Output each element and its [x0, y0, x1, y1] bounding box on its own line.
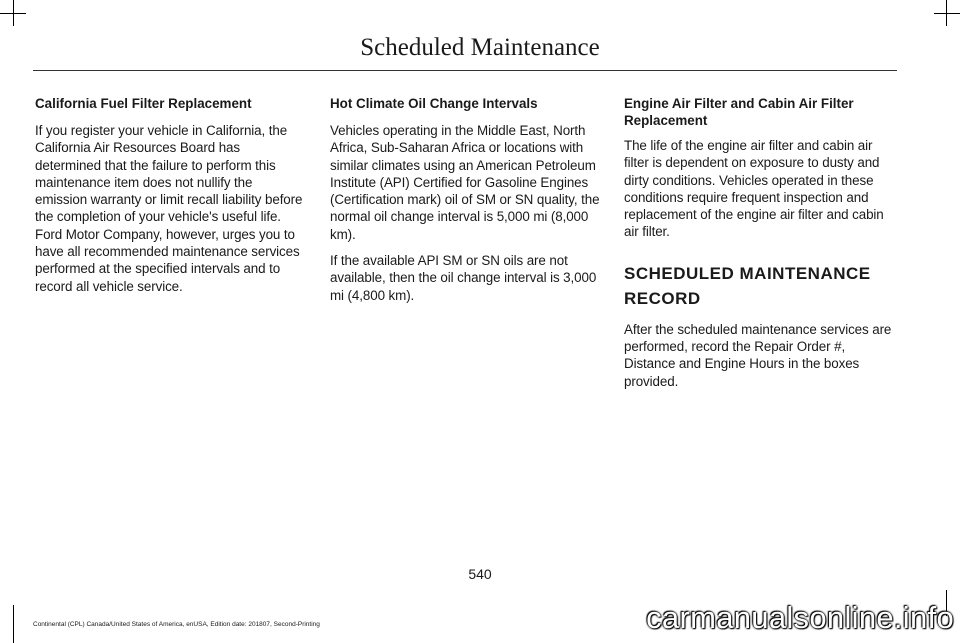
column-air-filter	[624, 95, 896, 399]
body-paragraph: Vehicles operating in the Middle East, North Africa, Sub-Saharan Africa or locations with similar climates using an American Petroleum Institute (API) Certified for Gasoline Engines (Certification mark) oil of SM or SN quality, the normal oil change interval is 5,000 mi (8,000 km).	[330, 123, 600, 242]
body-paragraph: If you register your vehicle in California, the California Air Resources Board has determined that the failure to perform this maintenance item does not nullify the emission warranty or limit recall liability before the completion of your vehicle's useful life. Ford Motor Company, however, urges you to have all recommended maintenance services performed at the specified intervals and to record all vehicle service.	[35, 123, 303, 294]
column-hot-climate-oil	[330, 95, 602, 313]
section-heading: Hot Climate Oil Change Intervals	[330, 96, 538, 111]
crop-mark-top-left-horizontal	[0, 13, 26, 14]
major-section-title: SCHEDULED MAINTENANCE	[624, 263, 871, 283]
major-section-title: RECORD	[624, 288, 701, 308]
column-california-fuel-filter	[35, 95, 307, 304]
crop-mark-bottom-left-vertical	[13, 605, 14, 643]
watermark: carmanualsonline.info	[646, 600, 954, 635]
page-title: Scheduled Maintenance	[360, 34, 600, 61]
edition-footer: Continental (CPL) Canada/United States of America, enUSA, Edition date: 201807, Second-Printing	[33, 621, 320, 628]
header-divider	[33, 70, 897, 71]
body-paragraph: After the scheduled maintenance services are performed, record the Repair Order #, Distance and Engine Hours in the boxes provided.	[624, 321, 892, 389]
section-heading: Engine Air Filter and Cabin Air Filter Replacement	[624, 96, 854, 128]
section-heading: California Fuel Filter Replacement	[35, 96, 252, 111]
page-number: 540	[468, 566, 492, 582]
body-paragraph: If the available API SM or SN oils are not available, then the oil change interval is 3,000 mi (4,800 km).	[330, 253, 597, 303]
body-paragraph: The life of the engine air filter and cabin air filter is dependent on exposure to dusty and dirty conditions. Vehicles operated in these conditions require frequent inspection and replacement of the engine air filter and cabin air filter.	[624, 138, 884, 240]
crop-mark-top-right-horizontal	[934, 13, 960, 14]
